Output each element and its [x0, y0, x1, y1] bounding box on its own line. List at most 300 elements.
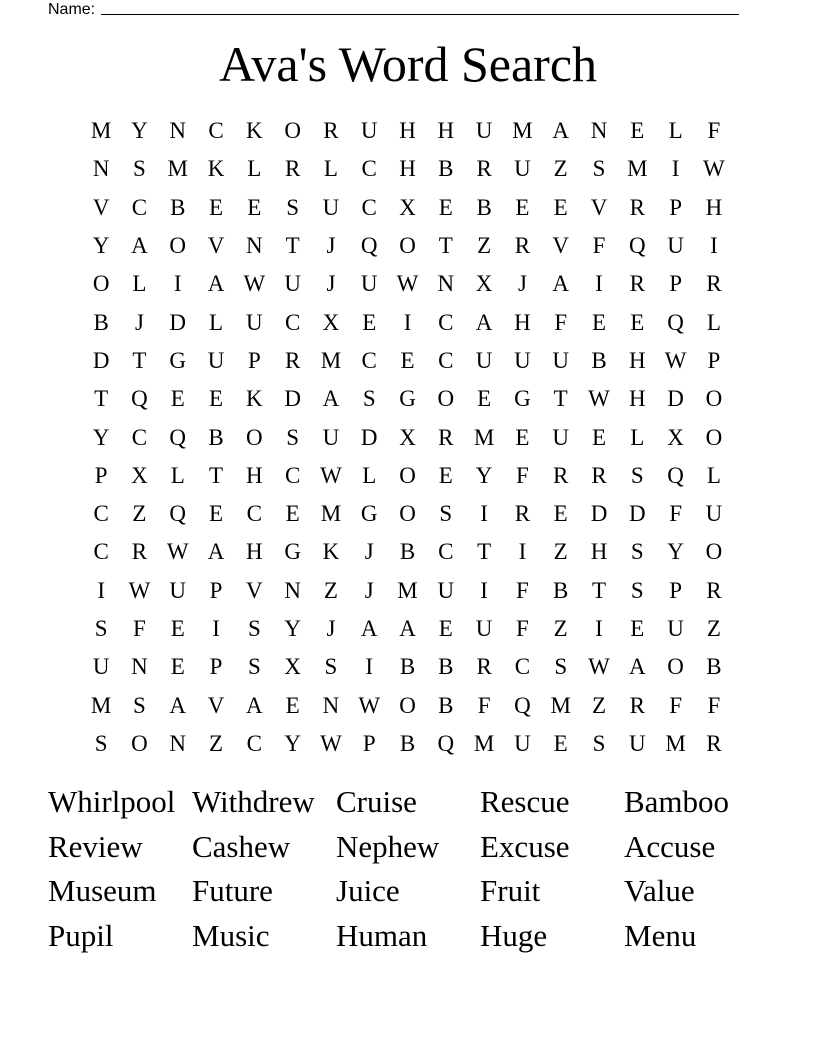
grid-letter: W	[396, 271, 419, 297]
word-list-item: Bamboo	[624, 784, 730, 819]
grid-letter: B	[438, 156, 454, 182]
word-list-item: Huge	[480, 917, 548, 953]
grid-letter: U	[246, 309, 263, 335]
grid-letter: D	[590, 501, 608, 527]
grid-letter: G	[399, 386, 416, 412]
grid-letter: S	[247, 654, 261, 680]
grid-letter: J	[326, 233, 336, 259]
grid-letter: W	[243, 271, 266, 297]
grid-letter: U	[284, 271, 301, 297]
grid-letter: X	[284, 654, 301, 680]
grid-letter: A	[360, 616, 378, 641]
grid-letter: F	[707, 692, 721, 718]
grid-letter: H	[246, 462, 263, 488]
grid-letter: S	[630, 577, 644, 603]
word-list-item: Accuse	[624, 828, 716, 864]
grid-letter: U	[360, 271, 378, 297]
grid-letter: V	[246, 577, 263, 603]
grid-letter: Q	[360, 233, 378, 259]
grid-letter: O	[131, 730, 148, 756]
grid-letter: E	[438, 462, 453, 488]
word-list-item: Menu	[624, 917, 697, 953]
grid-letter: R	[629, 692, 645, 718]
grid-letter: A	[552, 118, 570, 144]
grid-letter: C	[246, 730, 262, 756]
grid-letter: M	[473, 424, 495, 450]
grid-letter: L	[362, 462, 377, 488]
grid-letter: C	[361, 347, 377, 373]
grid-letter: C	[131, 424, 148, 450]
grid-letter: F	[516, 616, 529, 641]
grid-letter: X	[399, 424, 416, 450]
grid-letter: Q	[169, 501, 187, 527]
grid-letter: S	[133, 692, 146, 718]
grid-letter: O	[169, 233, 187, 259]
grid-letter: J	[364, 577, 374, 603]
grid-letter: S	[94, 730, 108, 756]
grid-letter: U	[437, 577, 455, 603]
grid-letter: S	[592, 156, 606, 182]
grid-letter: P	[669, 577, 682, 603]
grid-letter: U	[322, 194, 340, 220]
grid-letter: X	[475, 271, 493, 297]
grid-letter: F	[592, 233, 606, 259]
grid-letter: L	[706, 462, 721, 488]
grid-letter: C	[284, 309, 301, 335]
grid-letter: H	[399, 118, 416, 144]
grid-letter: M	[397, 577, 418, 603]
grid-letter: F	[707, 118, 721, 144]
name-underline	[101, 0, 739, 15]
grid-letter: E	[591, 424, 607, 450]
grid-letter: U	[92, 654, 110, 680]
grid-letter: W	[166, 539, 189, 565]
grid-letter: E	[285, 692, 300, 718]
grid-letter: V	[207, 233, 225, 259]
grid-letter: G	[284, 539, 301, 565]
grid-letter: P	[707, 347, 721, 373]
grid-letter: K	[207, 156, 225, 182]
word-list-item: Cashew	[192, 828, 291, 864]
grid-letter: U	[628, 730, 646, 756]
word-list-item: Rescue	[480, 784, 570, 819]
grid-letter: C	[93, 539, 109, 565]
grid-letter: K	[246, 118, 263, 144]
grid-letter: W	[588, 386, 610, 412]
grid-letter: E	[477, 386, 492, 412]
grid-letter: M	[90, 118, 112, 144]
grid-letter: I	[212, 616, 220, 641]
grid-letter: R	[706, 730, 722, 756]
grid-letter: O	[92, 271, 110, 297]
grid-letter: P	[94, 462, 108, 488]
grid-letter: K	[322, 539, 340, 565]
grid-letter: W	[128, 577, 151, 603]
grid-letter: L	[170, 462, 185, 488]
grid-letter: N	[590, 118, 608, 144]
grid-letter: R	[706, 577, 722, 603]
grid-letter: O	[705, 539, 723, 565]
grid-letter: E	[630, 616, 645, 641]
grid-letter: O	[399, 692, 416, 718]
grid-letter: V	[590, 194, 608, 220]
grid-letter: U	[360, 118, 378, 144]
grid-letter: Q	[514, 692, 531, 718]
grid-letter: C	[246, 501, 262, 527]
grid-letter: N	[169, 730, 187, 756]
grid-letter: T	[553, 386, 568, 412]
grid-letter: B	[399, 730, 416, 756]
grid-letter: E	[209, 386, 224, 412]
grid-letter: T	[285, 233, 300, 259]
grid-letter: F	[669, 501, 682, 527]
grid-letter: L	[323, 156, 338, 182]
grid-letter: U	[322, 424, 340, 450]
grid-letter: Y	[667, 539, 684, 565]
grid-letter: F	[669, 692, 682, 718]
grid-letter: R	[284, 156, 301, 182]
grid-letter: Y	[475, 462, 493, 488]
grid-letter: R	[514, 501, 531, 527]
grid-letter: I	[518, 539, 527, 565]
grid-letter: R	[284, 347, 301, 373]
grid-letter: J	[326, 271, 336, 297]
grid-letter: E	[553, 730, 568, 756]
grid-letter: L	[247, 156, 262, 182]
grid-letter: C	[361, 194, 377, 220]
grid-letter: M	[473, 730, 495, 756]
word-list-item: Review	[48, 828, 143, 864]
grid-letter: E	[515, 194, 530, 220]
word-list-item: Fruit	[480, 873, 541, 908]
grid-letter: Z	[591, 692, 607, 718]
grid-letter: S	[630, 539, 644, 565]
grid-letter: H	[628, 347, 646, 373]
grid-letter: C	[361, 156, 377, 182]
grid-letter: U	[169, 577, 187, 603]
grid-letter: R	[438, 424, 454, 450]
grid-letter: P	[669, 271, 682, 297]
grid-letter: W	[588, 654, 610, 680]
grid-letter: A	[246, 692, 263, 718]
grid-letter: M	[320, 347, 342, 373]
grid-letter: I	[595, 271, 603, 297]
grid-letter: C	[438, 309, 454, 335]
grid-letter: U	[552, 347, 570, 373]
grid-letter: U	[514, 730, 531, 756]
grid-letter: F	[477, 692, 491, 718]
grid-letter: R	[131, 539, 148, 565]
grid-letter: J	[134, 309, 144, 335]
grid-letter: R	[591, 462, 607, 488]
grid-letter: U	[705, 501, 723, 527]
grid-letter: C	[514, 654, 531, 680]
grid-letter: C	[438, 539, 454, 565]
grid-letter: Z	[706, 616, 721, 641]
grid-letter: M	[550, 692, 571, 718]
grid-letter: G	[169, 347, 187, 373]
grid-letter: C	[208, 118, 224, 144]
grid-letter: H	[590, 539, 608, 565]
grid-letter: O	[437, 386, 455, 412]
grid-letter: R	[629, 271, 645, 297]
grid-letter: I	[480, 577, 488, 603]
grid-letter: O	[246, 424, 263, 450]
grid-letter: I	[403, 309, 412, 335]
grid-letter: E	[553, 194, 568, 220]
grid-letter: E	[285, 501, 300, 527]
grid-letter: U	[514, 156, 531, 182]
grid-letter: I	[173, 271, 182, 297]
grid-letter: M	[320, 501, 342, 527]
grid-letter: E	[400, 347, 415, 373]
grid-letter: X	[322, 309, 340, 335]
grid-letter: Z	[209, 730, 224, 756]
grid-letter: A	[131, 233, 148, 259]
grid-letter: D	[169, 309, 187, 335]
grid-letter: E	[515, 424, 530, 450]
grid-letter: A	[399, 616, 416, 641]
letter-grid	[82, 112, 733, 763]
grid-letter: B	[208, 424, 224, 450]
grid-letter: E	[209, 194, 224, 220]
grid-letter: Z	[323, 577, 338, 603]
grid-letter: D	[92, 347, 110, 373]
grid-letter: G	[360, 501, 378, 527]
grid-letter: U	[667, 233, 684, 259]
grid-letter: L	[706, 309, 721, 335]
grid-letter: E	[553, 501, 568, 527]
grid-letter: N	[284, 577, 301, 603]
grid-letter: A	[169, 692, 187, 718]
grid-letter: U	[667, 616, 684, 641]
grid-letter: C	[131, 194, 148, 220]
grid-letter: O	[667, 654, 684, 680]
grid-letter: R	[514, 233, 531, 259]
grid-letter: P	[247, 347, 261, 373]
grid-letter: W	[320, 730, 342, 756]
grid-letter: C	[438, 347, 454, 373]
grid-letter: M	[665, 730, 686, 756]
grid-letter: K	[246, 386, 263, 412]
grid-letter: I	[671, 156, 680, 182]
grid-letter: Z	[132, 501, 147, 527]
word-list-item: Future	[192, 873, 273, 908]
grid-letter: E	[209, 501, 224, 527]
grid-letter: I	[595, 616, 603, 641]
grid-letter: T	[438, 233, 453, 259]
grid-letter: Z	[553, 156, 568, 182]
grid-letter: R	[629, 194, 645, 220]
grid-letter: O	[284, 118, 301, 144]
grid-letter: M	[512, 118, 533, 144]
grid-letter: W	[320, 462, 342, 488]
grid-letter: C	[93, 501, 109, 527]
grid-letter: F	[554, 309, 568, 335]
grid-letter: V	[207, 692, 225, 718]
grid-letter: M	[167, 156, 188, 182]
grid-letter: U	[514, 347, 531, 373]
grid-letter: B	[706, 654, 722, 680]
grid-letter: B	[170, 194, 186, 220]
grid-letter: B	[553, 577, 569, 603]
grid-letter: B	[438, 654, 454, 680]
grid-letter: B	[399, 539, 416, 565]
grid-letter: W	[664, 347, 687, 373]
grid-letter: R	[706, 271, 722, 297]
grid-letter: T	[132, 347, 147, 373]
grid-letter: S	[133, 156, 146, 182]
grid-letter: U	[552, 424, 570, 450]
grid-letter: V	[92, 194, 110, 220]
grid-letter: G	[514, 386, 531, 412]
grid-letter: S	[247, 616, 261, 641]
grid-letter: H	[705, 194, 723, 220]
grid-letter: E	[438, 616, 453, 641]
word-list-item: Pupil	[48, 917, 114, 953]
word-list-item: Music	[192, 917, 270, 953]
grid-letter: O	[399, 501, 416, 527]
grid-letter: O	[705, 424, 723, 450]
grid-letter: N	[246, 233, 263, 259]
grid-letter: Q	[667, 309, 684, 335]
grid-letter: J	[326, 616, 336, 641]
grid-letter: H	[399, 156, 416, 182]
grid-letter: B	[591, 347, 607, 373]
grid-letter: E	[438, 194, 453, 220]
grid-letter: T	[477, 539, 492, 565]
grid-letter: M	[627, 156, 648, 182]
grid-letter: S	[592, 730, 606, 756]
grid-letter: E	[630, 118, 645, 144]
grid-letter: A	[475, 309, 493, 335]
grid-letter: D	[284, 386, 301, 412]
grid-letter: A	[552, 271, 570, 297]
grid-letter: L	[668, 118, 683, 144]
grid-letter: Z	[477, 233, 492, 259]
grid-letter: D	[360, 424, 378, 450]
grid-letter: H	[246, 539, 263, 565]
grid-letter: O	[705, 386, 723, 412]
grid-letter: P	[362, 730, 376, 756]
grid-letter: R	[476, 156, 492, 182]
grid-letter: B	[93, 309, 109, 335]
grid-letter: C	[284, 462, 301, 488]
grid-letter: T	[209, 462, 224, 488]
grid-letter: N	[169, 118, 187, 144]
grid-letter: E	[170, 616, 185, 641]
grid-letter: E	[591, 309, 607, 335]
grid-letter: E	[170, 386, 185, 412]
grid-letter: E	[630, 309, 645, 335]
word-list-item: Whirlpool	[48, 784, 176, 819]
grid-letter: E	[362, 309, 377, 335]
word-list-item: Human	[336, 917, 428, 953]
grid-letter: U	[207, 347, 225, 373]
word-list-item: Nephew	[336, 828, 440, 864]
grid-letter: I	[480, 501, 488, 527]
word-list-item: Cruise	[336, 784, 417, 819]
grid-letter: W	[358, 692, 381, 718]
grid-letter: J	[364, 539, 374, 565]
grid-letter: S	[94, 616, 108, 641]
grid-letter: N	[322, 692, 340, 718]
grid-letter: F	[516, 577, 529, 603]
name-label: Name:	[48, 1, 96, 18]
grid-letter: L	[630, 424, 645, 450]
word-list-item: Juice	[336, 873, 400, 908]
grid-letter: S	[286, 424, 300, 450]
grid-letter: Z	[553, 616, 568, 641]
name-field	[48, 0, 739, 19]
grid-letter: Q	[628, 233, 646, 259]
grid-letter: S	[554, 654, 568, 680]
grid-letter: D	[628, 501, 646, 527]
grid-letter: M	[90, 692, 112, 718]
word-list	[48, 780, 768, 958]
grid-letter: L	[209, 309, 224, 335]
grid-letter: S	[439, 501, 453, 527]
grid-letter: U	[475, 347, 493, 373]
grid-letter: N	[131, 654, 148, 680]
grid-letter: P	[209, 654, 223, 680]
grid-letter: Y	[284, 730, 301, 756]
grid-letter: R	[553, 462, 569, 488]
grid-letter: O	[399, 233, 416, 259]
grid-letter: H	[437, 118, 455, 144]
grid-letter: Z	[553, 539, 568, 565]
grid-letter: J	[517, 271, 527, 297]
grid-letter: W	[703, 156, 725, 182]
grid-letter: X	[667, 424, 684, 450]
grid-letter: T	[591, 577, 607, 603]
grid-letter: R	[476, 654, 492, 680]
grid-letter: Q	[667, 462, 684, 488]
grid-letter: Y	[92, 424, 110, 450]
grid-letter: P	[669, 194, 682, 220]
grid-letter: Y	[284, 616, 301, 641]
grid-letter: X	[399, 194, 416, 220]
grid-letter: S	[362, 386, 376, 412]
grid-letter: H	[514, 309, 531, 335]
word-list-item: Value	[624, 873, 695, 908]
grid-letter: B	[438, 692, 454, 718]
grid-letter: I	[97, 577, 105, 603]
grid-letter: S	[324, 654, 338, 680]
grid-letter: H	[628, 386, 646, 412]
grid-letter: E	[247, 194, 262, 220]
page-title: Ava's Word Search	[218, 36, 598, 92]
grid-letter: S	[630, 462, 644, 488]
grid-letter: E	[170, 654, 185, 680]
grid-letter: F	[133, 616, 146, 641]
grid-letter: A	[628, 654, 646, 680]
word-list-item: Excuse	[480, 828, 570, 864]
grid-letter: N	[437, 271, 455, 297]
grid-letter: O	[399, 462, 416, 488]
grid-letter: I	[365, 654, 374, 680]
grid-letter: V	[552, 233, 570, 259]
grid-letter: Q	[437, 730, 455, 756]
grid-letter: A	[322, 386, 340, 412]
grid-letter: Y	[131, 118, 148, 144]
grid-letter: F	[516, 462, 529, 488]
grid-letter: A	[207, 539, 225, 565]
grid-letter: B	[476, 194, 492, 220]
grid-letter: S	[286, 194, 300, 220]
grid-letter: A	[207, 271, 225, 297]
word-list-item: Museum	[48, 873, 157, 908]
